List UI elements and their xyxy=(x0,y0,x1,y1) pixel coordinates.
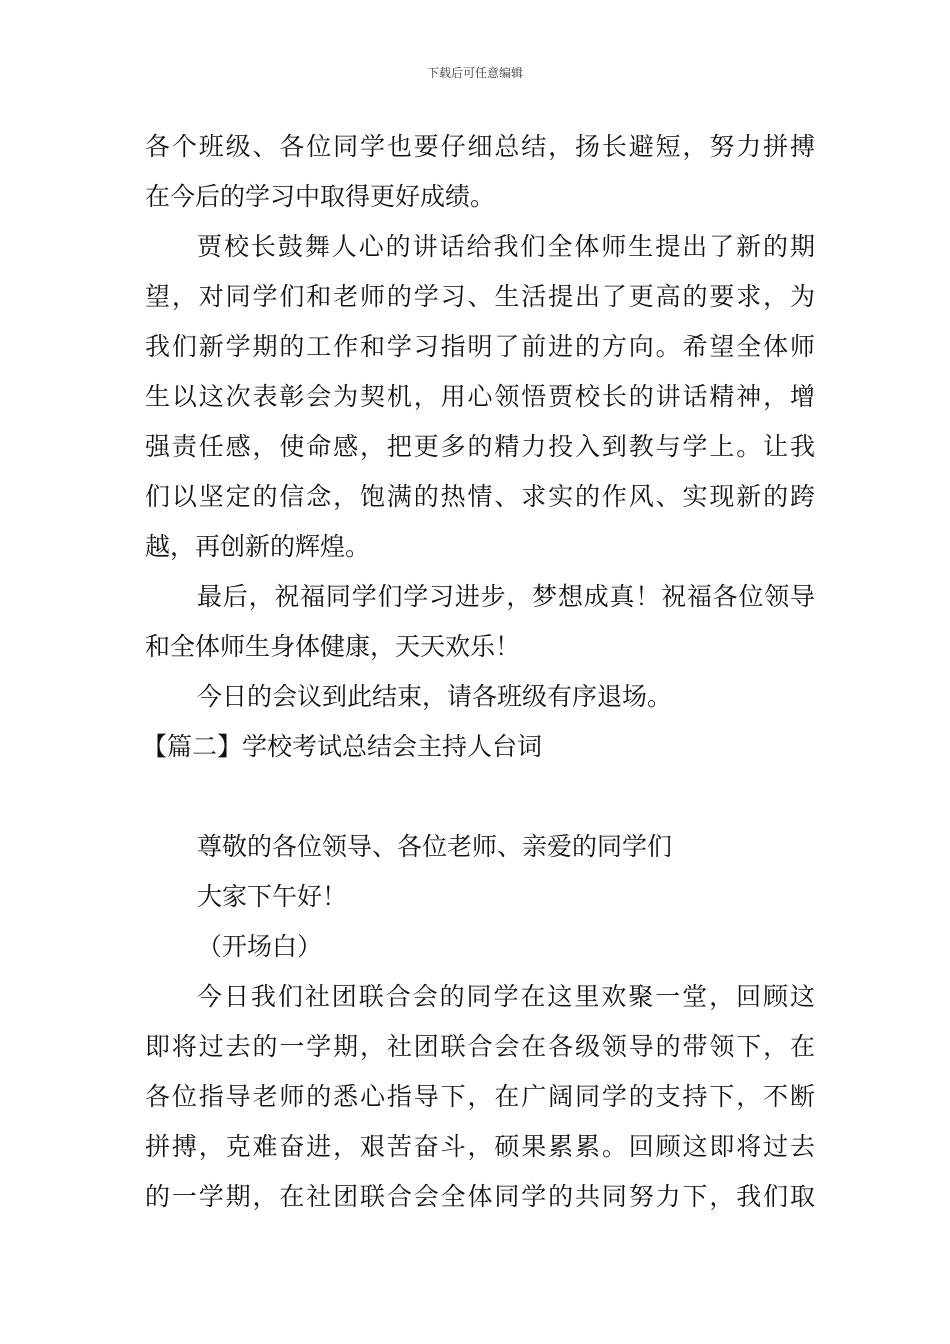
text-line: 即将过去的一学期，社团联合会在各级领导的带领下，在 xyxy=(145,1032,815,1061)
text-line: 强责任感，使命感，把更多的精力投入到教与学上。让我 xyxy=(145,432,815,461)
salutation: 尊敬的各位领导、各位老师、亲爱的同学们 xyxy=(197,832,673,861)
text-line: 的一学期，在社团联合会全体同学的共同努力下，我们取 xyxy=(145,1182,815,1211)
section-heading: 【篇二】学校考试总结会主持人台词 xyxy=(142,732,543,761)
text-line: 贾校长鼓舞人心的讲话给我们全体师生提出了新的期 xyxy=(197,232,815,261)
text-line: 拼搏，克难奋进，艰苦奋斗，硕果累累。回顾这即将过去 xyxy=(145,1132,815,1161)
text-line: 各位指导老师的悉心指导下，在广阔同学的支持下，不断 xyxy=(145,1082,815,1111)
text-line: 各个班级、各位同学也要仔细总结，扬长避短，努力拼搏 xyxy=(145,132,815,161)
document-body xyxy=(142,122,815,1222)
text-line: 和全体师生身体健康，天天欢乐！ xyxy=(145,632,521,661)
text-line: 最后，祝福同学们学习进步，梦想成真！祝福各位领导 xyxy=(197,582,815,611)
text-line: 越，再创新的辉煌。 xyxy=(145,532,371,561)
greeting: 大家下午好！ xyxy=(197,882,348,911)
text-line: 们以坚定的信念，饱满的热情、求实的作风、实现新的跨 xyxy=(145,482,815,511)
stage-note: （开场白） xyxy=(197,932,323,961)
text-line: 今日的会议到此结束，请各班级有序退场。 xyxy=(197,682,673,711)
page-header-note: 下载后可任意编辑 xyxy=(426,66,523,80)
text-line: 望，对同学们和老师的学习、生活提出了更高的要求，为 xyxy=(145,282,815,311)
blank-line xyxy=(145,772,815,822)
text-line: 在今后的学习中取得更好成绩。 xyxy=(145,182,496,211)
text-line: 今日我们社团联合会的同学在这里欢聚一堂，回顾这 xyxy=(197,982,815,1011)
text-line: 生以这次表彰会为契机，用心领悟贾校长的讲话精神，增 xyxy=(145,382,815,411)
text-line: 我们新学期的工作和学习指明了前进的方向。希望全体师 xyxy=(145,332,815,361)
